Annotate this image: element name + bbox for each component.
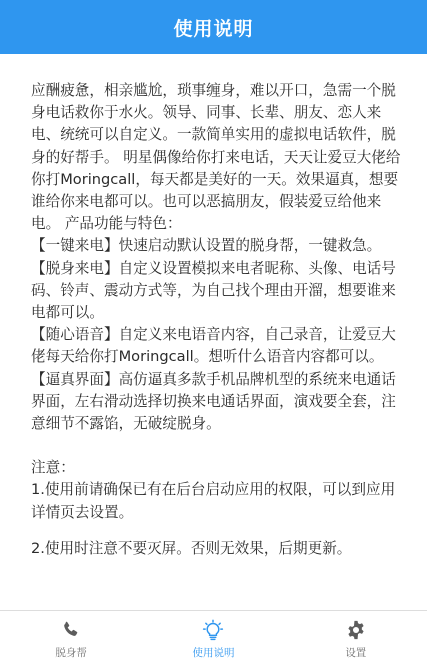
tab-label-settings: 设置 xyxy=(345,647,367,659)
feature-custom-voice: 【随心语音】自定义来电语音内容，自己录音，让爱豆大佬每天给你打Moringcall。想听什么语音内容都可以。 xyxy=(31,326,396,366)
tab-label-escape-helper: 脱身帮 xyxy=(55,647,87,659)
tab-settings[interactable] xyxy=(285,611,427,660)
feature-realistic-ui: 【逼真界面】高仿逼真多款手机品牌机型的系统来电通话界面，左右滑动选择切换来电通话界面，演戏要全套，注意细节不露馅，无破绽脱身。 xyxy=(31,370,396,433)
notice-item-1: 1.使用前请确保已有在后台启动应用的权限，可以到应用详情页去设置。 xyxy=(31,481,396,521)
gear-icon xyxy=(344,619,368,641)
instructions-content xyxy=(31,80,403,560)
feature-escape-call: 【脱身来电】自定义设置模拟来电者昵称、头像、电话号码、铃声、震动方式等，为自己找个理由开溜，想要谁来电都可以。 xyxy=(31,259,396,322)
tab-escape-helper[interactable] xyxy=(0,611,142,660)
bottom-tab-bar xyxy=(0,610,427,660)
notice-item-2: 2.使用时注意不要灭屏。否则无效果，后期更新。 xyxy=(31,539,352,557)
feature-one-key-call: 【一键来电】快速启动默认设置的脱身帮，一键救急。 xyxy=(31,237,382,255)
lightbulb-icon xyxy=(201,619,225,641)
tab-instructions[interactable] xyxy=(142,611,284,660)
intro-paragraph: 应酬疲惫，相亲尴尬，琐事缠身，难以开口，急需一个脱身电话救你于水火。领导、同事、长辈、朋友、恋人来电、统统可以自定义。一款简单实用的虚拟电话软件，脱身的好帮手。 明星偶像给你打来电话，天天让爱豆大佬给你打Moringcall，每天都是美好的一天。效果逼真，想要谁给你来电都可以。也可以恶搞朋友，假装爱豆给他来电。 产品功能与特色： xyxy=(31,82,401,233)
page-title: 使用说明 xyxy=(173,17,254,40)
tab-label-instructions: 使用说明 xyxy=(192,647,235,659)
app-header xyxy=(0,0,427,54)
phone-icon xyxy=(59,619,83,641)
notice-title: 注意： xyxy=(31,459,75,477)
